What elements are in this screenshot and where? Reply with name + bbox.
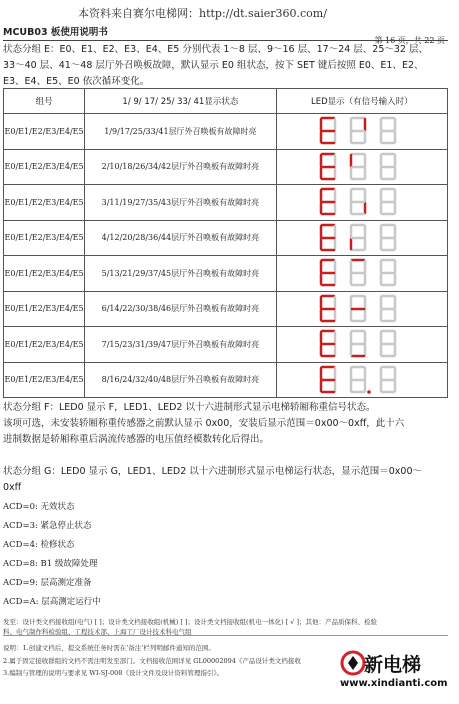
group-g-paragraph bbox=[3, 464, 453, 496]
group-f-line-3: 进制数据是轿厢称重后涡流传感器的电压值经模数转化后得出。 bbox=[3, 434, 270, 445]
group-cell: E0/E1/E2/E3/E4/E5 bbox=[4, 256, 85, 292]
led-status-table bbox=[3, 88, 448, 398]
acd-item: ACD=0: 无效状态 bbox=[3, 502, 75, 512]
header-group: 组号 bbox=[4, 89, 85, 114]
led-display-svg bbox=[316, 223, 408, 253]
led-cell bbox=[276, 327, 447, 363]
acd-item: ACD=3: 紧急停止状态 bbox=[3, 521, 92, 531]
table-row bbox=[4, 327, 448, 363]
group-cell: E0/E1/E2/E3/E4/E5 bbox=[4, 362, 85, 398]
led-display-svg bbox=[316, 152, 408, 182]
led-display-svg bbox=[316, 294, 408, 324]
xindianti-logo bbox=[340, 648, 455, 700]
logo-name: 新电梯 bbox=[364, 654, 422, 676]
led-display bbox=[316, 258, 408, 288]
group-cell: E0/E1/E2/E3/E4/E5 bbox=[4, 291, 85, 327]
table-row bbox=[4, 220, 448, 256]
group-e-line-1: 状态分组 E：E0、E1、E2、E3、E4、E5 分别代表 1～8 层、9～16 层、17～24 层、25～32 层、 bbox=[3, 44, 428, 55]
status-cell: 6/14/22/30/38/46层厅外召唤板有故障时亮 bbox=[85, 291, 276, 327]
footnote-distribution: 发至：设计类文档接收组(电气) [ ]；设计类文档接收组(机械) [ ]；设计类文档接收组(机电一体化) [ √ ]；其他：产品质保科、检验 bbox=[3, 618, 378, 626]
led-display bbox=[316, 116, 408, 146]
led-display-svg bbox=[316, 116, 408, 146]
led-display bbox=[316, 187, 408, 217]
table-row bbox=[4, 291, 448, 327]
group-cell: E0/E1/E2/E3/E4/E5 bbox=[4, 185, 85, 221]
led-cell bbox=[276, 149, 447, 185]
status-cell: 1/9/17/25/33/41层厅外召唤板有故障时亮 bbox=[85, 114, 276, 150]
acd-item: ACD=9: 层高测定准备 bbox=[3, 578, 92, 588]
acd-item: ACD=4: 检修状态 bbox=[3, 540, 75, 550]
led-cell bbox=[276, 185, 447, 221]
watermark-text: 本资料来自赛尔电梯网：http://dt.saier360.com/ bbox=[78, 7, 327, 20]
led-cell bbox=[276, 114, 447, 150]
header-status: 1/ 9/ 17/ 25/ 33/ 41显示状态 bbox=[85, 89, 276, 114]
group-f-line-1: 状态分组 F：LED0 显示 F，LED1、LED2 以十六进制形式显示电梯轿厢称重信号状态。 bbox=[3, 402, 376, 413]
status-cell: 2/10/18/26/34/42层厅外召唤板有故障时亮 bbox=[85, 149, 276, 185]
group-cell: E0/E1/E2/E3/E4/E5 bbox=[4, 327, 85, 363]
group-e-line-3: E3、E4、E5、E0 依次循环变化。 bbox=[3, 76, 150, 87]
table-row bbox=[4, 149, 448, 185]
group-e-paragraph bbox=[3, 42, 453, 90]
table-header-row bbox=[4, 89, 448, 114]
group-f-paragraph bbox=[3, 400, 453, 448]
acd-item: ACD=8: B1 级故障处理 bbox=[3, 559, 98, 569]
led1-seg-dp bbox=[367, 390, 371, 394]
footer-rule bbox=[3, 635, 448, 636]
led-display bbox=[316, 223, 408, 253]
header-rule bbox=[3, 40, 448, 41]
footnote-distribution-cont: 科、电气制作科检验组、工程技术部、上海工厂设计技术科电气组 bbox=[3, 628, 192, 636]
group-g-line-2: 0xff bbox=[3, 482, 22, 493]
status-cell: 4/12/20/28/36/44层厅外召唤板有故障时亮 bbox=[85, 220, 276, 256]
table-row bbox=[4, 114, 448, 150]
logo-icon bbox=[340, 650, 366, 676]
led-cell bbox=[276, 291, 447, 327]
led-cell bbox=[276, 220, 447, 256]
group-cell: E0/E1/E2/E3/E4/E5 bbox=[4, 220, 85, 256]
footnote-note-1: 说明：1.创建文档后，提交系统任务时需在‘备注’栏列明邮件通知的范围。 bbox=[3, 644, 215, 652]
led-display-svg bbox=[316, 258, 408, 288]
led-cell bbox=[276, 256, 447, 292]
logo-url: www.xindianti.com bbox=[340, 678, 448, 689]
status-cell: 3/11/19/27/35/43层厅外召唤板有故障时亮 bbox=[85, 185, 276, 221]
status-cell: 7/15/23/31/39/47层厅外召唤板有故障时亮 bbox=[85, 327, 276, 363]
led-display-svg bbox=[316, 365, 408, 395]
table-row bbox=[4, 362, 448, 398]
led-display-svg bbox=[316, 329, 408, 359]
group-g-line-1: 状态分组 G：LED0 显示 G，LED1、LED2 以十六进制形式显示电梯运行状态，显示范围＝0x00～ bbox=[3, 466, 423, 477]
table-row bbox=[4, 185, 448, 221]
group-f-line-2: 该项可选，未安装轿厢称重传感器之前默认显示 0x00，安装后显示范围＝0x00～0xff，此十六 bbox=[3, 418, 405, 429]
acd-item: ACD=A: 层高测定运行中 bbox=[3, 597, 101, 607]
table-row bbox=[4, 256, 448, 292]
led-display bbox=[316, 152, 408, 182]
led-display bbox=[316, 365, 408, 395]
group-cell: E0/E1/E2/E3/E4/E5 bbox=[4, 114, 85, 150]
group-cell: E0/E1/E2/E3/E4/E5 bbox=[4, 149, 85, 185]
page-number: 第 16 页，共 22 页 bbox=[374, 36, 445, 45]
led-display-svg bbox=[316, 187, 408, 217]
document-title: MCUB03 板使用说明书 bbox=[3, 27, 108, 38]
group-e-line-2: 33～40 层、41～48 层厅外召唤板故障，默认显示 E0 组状态，按下 SET 键后按照 E0、E1、E2、 bbox=[3, 60, 424, 71]
led-display bbox=[316, 329, 408, 359]
status-cell: 8/16/24/32/40/48层厅外召唤板有故障时亮 bbox=[85, 362, 276, 398]
led-cell bbox=[276, 362, 447, 398]
status-cell: 5/13/21/29/37/45层厅外召唤板有故障时亮 bbox=[85, 256, 276, 292]
led-display bbox=[316, 294, 408, 324]
footnote-note-2: 2.属于固定接收群组的文档不需注明发至部门。文档接收范围详见 GL00002094《产品设计类文档接收 bbox=[3, 657, 301, 665]
header-led: LED显示（有信号输入时） bbox=[276, 89, 447, 114]
footnote-note-3: 3.编制与管理的说明与要求见 WI-SJ-008《设计文件及设计资料管理指引》。 bbox=[3, 669, 224, 677]
